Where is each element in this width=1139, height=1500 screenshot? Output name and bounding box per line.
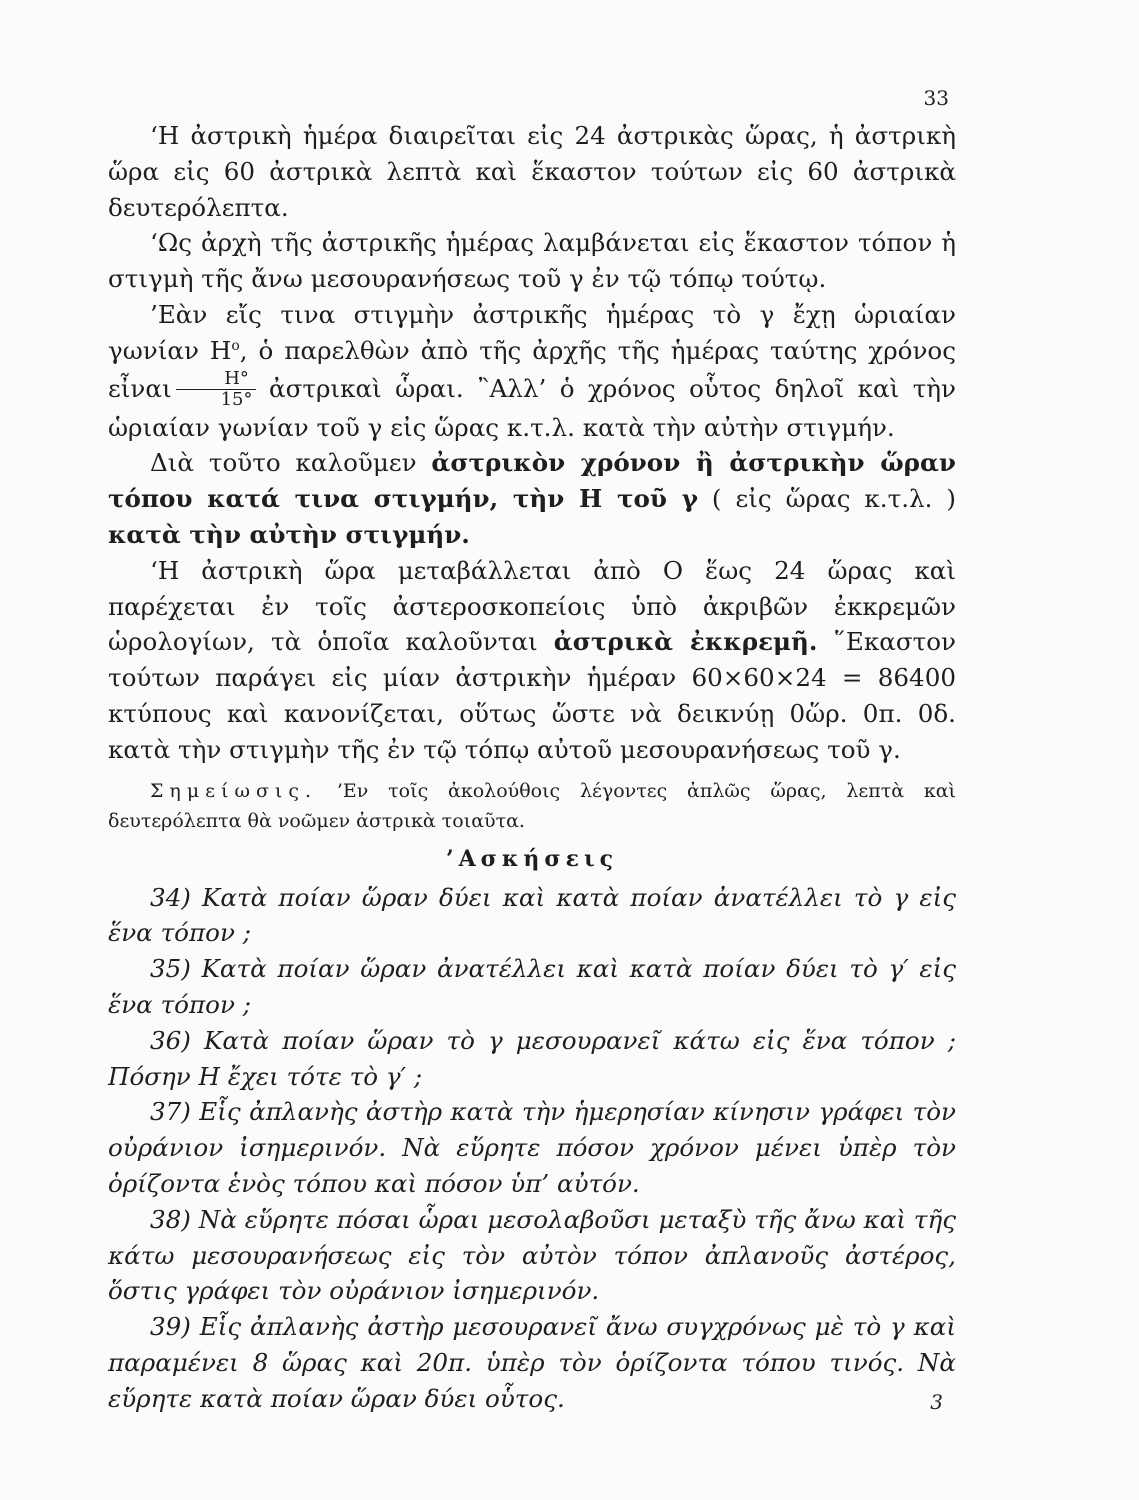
sidereal-clocks-term: ἀστρικὰ ἐκκρεμῆ. (553, 627, 818, 657)
signature-mark: 3 (930, 1390, 943, 1414)
paragraph-4-text-c: ( εἰς ὥρας κ.τ.λ. ) (711, 484, 957, 514)
note-text: ’Εν τοῖς ἀκολούθοις λέγοντες ἁπλῶς ὥρας, λεπτὰ καὶ δευτερόλεπτα θὰ νοῶμεν ἀστρικὰ τοιαῦτα. (108, 779, 957, 832)
paragraph-3-text-c: ἀστρικαὶ ὧραι. ῍Αλλ’ ὁ χρόνος οὗτος δηλοῖ καὶ τὴν ὡριαίαν γωνίαν τοῦ γ εἰς ὥρας κ.τ.λ. κατὰ τὴν αὐτὴν στιγμήν. (108, 373, 956, 442)
page-number: 33 (923, 86, 949, 110)
fraction-h-over-15 (176, 369, 256, 410)
paragraph-1: ‘Η ἀστρικὴ ἡμέρα διαιρεῖται εἰς 24 ἀστρικὰς ὥρας, ἡ ἀστρικὴ ὥρα εἰς 60 ἀστρικὰ λεπτὰ καὶ ἕκαστον τούτων εἰς 60 ἀστρικὰ δευτερόλεπτα. (108, 121, 956, 222)
exercise-39: 39) Εἷς ἀπλανὴς ἀστὴρ μεσουρανεῖ ἄνω συγχρόνως μὲ τὸ γ καὶ παραμένει 8 ὥρας καὶ 20π. ὑπὲρ τὸν ὁρίζοντα τόπου τινός. Νὰ εὕρητε κατὰ ποίαν ὥραν δύει οὗτος. (108, 1312, 956, 1413)
paragraph-5 (108, 553, 956, 768)
paragraph-4-text-d: κατὰ τὴν αὐτὴν στιγμήν. (108, 519, 470, 549)
sidereal-time-definition: ἀστρικὸν χρόνον ἢ ἀστρικὴν ὥραν τόπου κατά τινα στιγμήν, τὴν Η τοῦ γ (108, 448, 956, 514)
note (108, 776, 956, 836)
paragraph-4-text-a: Διὰ τοῦτο καλοῦμεν (150, 448, 417, 478)
exercise-38: 38) Νὰ εὕρητε πόσαι ὧραι μεσολαβοῦσι μεταξὺ τῆς ἄνω καὶ τῆς κάτω μεσουρανήσεως εἰς τὸν αὐτὸν τόπον ἀπλανοῦς ἀστέρος, ὅστις γράφει τὸν οὐράνιον ἰσημερινόν. (108, 1204, 956, 1306)
paragraph-5-text-a: ‘Η ἀστρικὴ ὥρα μεταβάλλεται ἀπὸ Ο ἕως 24 ὥρας καὶ παρέχεται ἐν τοῖς ἀστεροσκοπείοις ὑπὸ ἀκριβῶν ἐκκρεμῶν ὡρολογίων, τὰ ὁποῖα καλοῦνται (108, 555, 956, 657)
fraction-numerator: Η° (176, 369, 256, 390)
degree-superscript: ο (231, 337, 240, 354)
page-body (108, 118, 956, 1417)
exercise-37: 37) Εἷς ἀπλανὴς ἀστὴρ κατὰ τὴν ἡμερησίαν κίνησιν γράφει τὸν οὐράνιον ἰσημερινόν. Νὰ εὕρητε πόσον χρόνον μένει ὑπὲρ τὸν ὁρίζοντα ἑνὸς τόπου καὶ πόσον ὑπ’ αὐτόν. (108, 1097, 956, 1198)
fraction-denominator: 15° (220, 388, 253, 410)
paragraph-3-text-a: ’Εὰν εἴς τινα στιγμὴν ἀστρικῆς ἡμέρας τὸ γ ἔχῃ ὡριαίαν γωνίαν Η (108, 299, 956, 365)
paragraph-5-text-c: ῞Εκαστον τούτων παράγει εἰς μίαν ἀστρικὴν ἡμέραν 60×60×24 = 86400 κτύπους καὶ κανονίζεται, οὕτως ὥστε νὰ δεικνύῃ 0ὥρ. 0π. 0δ. κατὰ τὴν στιγμὴν τῆς ἐν τῷ τόπῳ αὐτοῦ μεσουρανήσεως τοῦ γ. (108, 627, 956, 764)
paragraph-3 (108, 297, 956, 445)
paragraph-2: ‘Ως ἀρχὴ τῆς ἀστρικῆς ἡμέρας λαμβάνεται εἰς ἕκαστον τόπον ἡ στιγμὴ τῆς ἄνω μεσουρανήσεως τοῦ γ ἐν τῷ τόπῳ τούτῳ. (108, 228, 956, 294)
paragraph-4-definition (108, 445, 956, 552)
exercise-36: 36) Κατὰ ποίαν ὥραν τὸ γ μεσουρανεῖ κάτω εἰς ἕνα τόπον ; Πόσην Η ἔχει τότε τὸ γ′ ; (108, 1025, 956, 1091)
note-label: Σημείωσις. (150, 779, 318, 802)
exercises-heading: ’Ασκήσεις (445, 845, 619, 872)
exercise-34: 34) Κατὰ ποίαν ὥραν δύει καὶ κατὰ ποίαν ἀνατέλλει τὸ γ εἰς ἕνα τόπον ; (108, 882, 956, 948)
paragraph-3-text-b: , ὁ παρελθὼν ἀπὸ τῆς ἀρχῆς τῆς ἡμέρας ταύτης χρόνος εἶναι (108, 335, 957, 403)
exercise-35: 35) Κατὰ ποίαν ὥραν ἀνατέλλει καὶ κατὰ ποίαν δύει τὸ γ′ εἰς ἕνα τόπον ; (108, 954, 956, 1019)
